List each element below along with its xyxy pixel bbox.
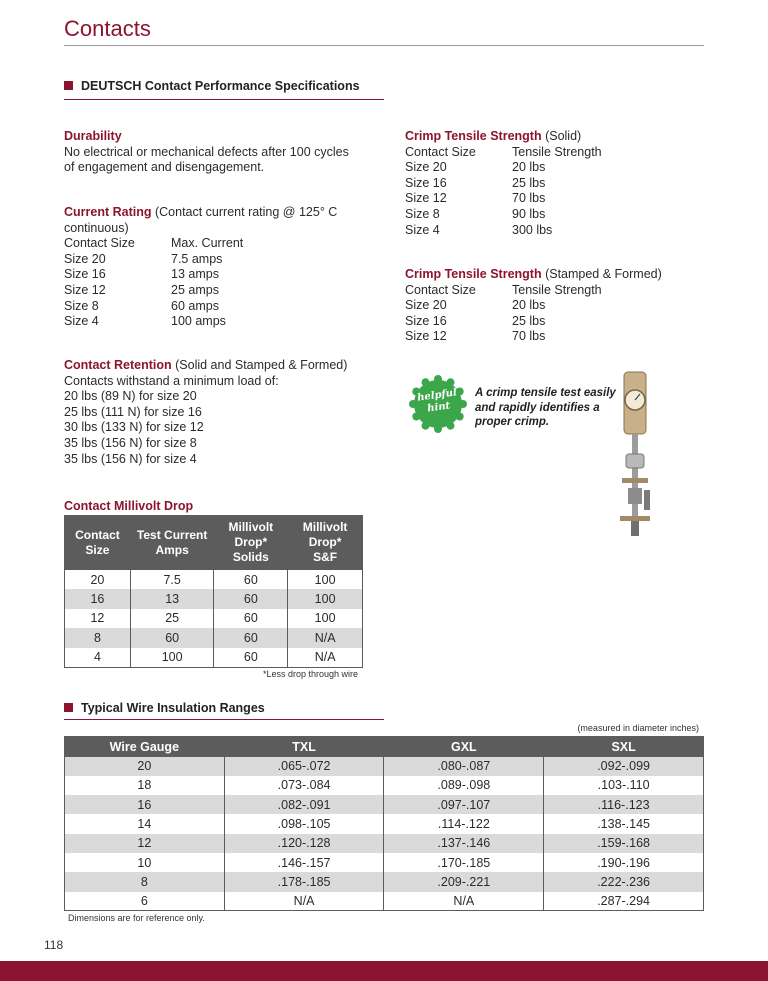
crimp-sf-note: (Stamped & Formed)	[541, 267, 662, 281]
section-divider	[64, 719, 384, 720]
size-cell: Size 20	[405, 160, 447, 175]
table-cell: .073-.084	[224, 776, 384, 795]
hint-line: A crimp tensile test easily	[475, 387, 616, 399]
value-cell: 25 lbs	[512, 175, 546, 190]
section-heading-text: Typical Wire Insulation Ranges	[81, 701, 265, 715]
crimp-sf-label: Crimp Tensile Strength	[405, 267, 542, 281]
crimp-solid-label: Crimp Tensile Strength	[405, 129, 542, 143]
table-cell: N/A	[288, 628, 363, 648]
current-rating-block	[64, 205, 384, 330]
current-rating-row	[64, 314, 384, 330]
hint-badge-line: helpful	[416, 387, 458, 404]
current-rating-note: (Contact current rating @ 125° C	[151, 205, 338, 219]
crimp-sf-row	[405, 298, 705, 314]
title-divider	[64, 45, 704, 46]
table-cell: .089-.098	[384, 776, 544, 795]
value-cell: 20 lbs	[512, 160, 546, 175]
col-header: TXL	[224, 737, 384, 757]
table-row	[65, 648, 363, 668]
col-header: Millivolt Drop* S&F	[288, 516, 363, 570]
page-title: Contacts	[64, 16, 151, 41]
table-cell: 25	[130, 609, 214, 629]
durability-line: of engagement and disengagement.	[64, 160, 265, 175]
table-row	[65, 834, 704, 853]
table-cell: 60	[214, 628, 288, 648]
col-header: Millivolt Drop* Solids	[214, 516, 288, 570]
size-cell: Size 8	[64, 298, 99, 313]
table-cell: .114-.122	[384, 814, 544, 833]
crimp-solid-header	[405, 145, 705, 161]
size-cell: Size 20	[405, 298, 447, 313]
col-header: Wire Gauge	[65, 737, 225, 757]
durability-line: No electrical or mechanical defects after 100 cycles	[64, 144, 349, 159]
table-row	[65, 589, 363, 609]
value-cell: 70 lbs	[512, 191, 546, 206]
value-cell: 90 lbs	[512, 206, 546, 221]
table-cell: 8	[65, 628, 131, 648]
size-cell: Size 12	[64, 282, 106, 297]
tensile-tester-icon	[614, 370, 660, 538]
table-cell: 6	[65, 892, 225, 911]
table-cell: 60	[214, 609, 288, 629]
table-cell: .098-.105	[224, 814, 384, 833]
retention-label: Contact Retention	[64, 358, 172, 372]
durability-label: Durability	[64, 129, 122, 143]
current-rating-row	[64, 283, 384, 299]
page-number: 118	[44, 938, 64, 952]
table-cell: N/A	[224, 892, 384, 911]
retention-line: Contacts withstand a minimum load of:	[64, 373, 279, 388]
col-header: Contact Size	[405, 282, 476, 297]
retention-line: 30 lbs (133 N) for size 12	[64, 420, 204, 435]
hint-badge-line: hint	[426, 400, 451, 415]
value-cell: 25 amps	[171, 282, 219, 297]
col-header: Max. Current	[171, 236, 244, 251]
measure-note: (measured in diameter inches)	[577, 723, 699, 733]
table-cell: 8	[65, 872, 225, 891]
millivolt-label: Contact Millivolt Drop	[64, 499, 194, 513]
crimp-sf-row	[405, 314, 705, 330]
table-cell: 4	[65, 648, 131, 668]
current-rating-header	[64, 236, 384, 252]
table-row	[65, 757, 704, 776]
size-cell: Size 16	[405, 175, 447, 190]
value-cell: 300 lbs	[512, 222, 553, 237]
table-cell: .287-.294	[544, 892, 704, 911]
size-cell: Size 8	[405, 206, 440, 221]
crimp-sf-header	[405, 283, 705, 299]
size-cell: Size 12	[405, 329, 447, 344]
size-cell: Size 12	[405, 191, 447, 206]
table-cell: .065-.072	[224, 757, 384, 776]
table-cell: .080-.087	[384, 757, 544, 776]
col-header: Contact Size	[405, 144, 476, 159]
current-rating-row	[64, 252, 384, 268]
table-row	[65, 570, 363, 590]
size-cell: Size 20	[64, 251, 106, 266]
size-cell: Size 16	[405, 313, 447, 328]
table-row	[65, 814, 704, 833]
table-cell: 12	[65, 834, 225, 853]
table-cell: 14	[65, 814, 225, 833]
table-cell: .103-.110	[544, 776, 704, 795]
table-cell: .097-.107	[384, 795, 544, 814]
table-cell: 13	[130, 589, 214, 609]
table-cell: N/A	[288, 648, 363, 668]
crimp-solid-row	[405, 207, 705, 223]
table-cell: 60	[130, 628, 214, 648]
table-cell: .178-.185	[224, 872, 384, 891]
table-row	[65, 892, 704, 911]
table-row	[65, 795, 704, 814]
wire-table	[64, 736, 704, 911]
table-cell: 100	[130, 648, 214, 668]
section-heading-wire	[64, 701, 265, 715]
crimp-sf-row	[405, 329, 705, 345]
crimp-solid-row	[405, 223, 705, 239]
crimp-solid-row	[405, 160, 705, 176]
current-rating-note-cont: continuous)	[64, 220, 129, 235]
value-cell: 100 amps	[171, 314, 226, 329]
retention-note: (Solid and Stamped & Formed)	[171, 358, 348, 372]
table-cell: .159-.168	[544, 834, 704, 853]
col-header: Tensile Strength	[512, 144, 602, 159]
crimp-sf-block	[405, 267, 705, 345]
hint-line: and rapidly identifies a	[475, 401, 600, 414]
table-cell: .170-.185	[384, 853, 544, 872]
table-cell: .092-.099	[544, 757, 704, 776]
crimp-solid-note: (Solid)	[541, 129, 582, 143]
section-heading-performance	[64, 79, 360, 93]
retention-line: 20 lbs (89 N) for size 20	[64, 389, 197, 404]
table-cell: 60	[214, 570, 288, 590]
value-cell: 25 lbs	[512, 313, 546, 328]
value-cell: 20 lbs	[512, 298, 546, 313]
table-header-row	[65, 516, 363, 570]
value-cell: 70 lbs	[512, 329, 546, 344]
table-row	[65, 776, 704, 795]
table-row	[65, 853, 704, 872]
table-cell: .222-.236	[544, 872, 704, 891]
size-cell: Size 4	[64, 314, 99, 329]
retention-line: 35 lbs (156 N) for size 8	[64, 435, 197, 450]
value-cell: 13 amps	[171, 267, 219, 282]
section-bullet-icon	[64, 81, 73, 90]
crimp-solid-row	[405, 176, 705, 192]
col-header: Tensile Strength	[512, 282, 602, 297]
table-cell: .209-.221	[384, 872, 544, 891]
table-cell: 20	[65, 757, 225, 776]
table-cell: 100	[288, 570, 363, 590]
table-header-row	[65, 737, 704, 757]
table-cell: .146-.157	[224, 853, 384, 872]
size-cell: Size 16	[64, 267, 106, 282]
table-row	[65, 872, 704, 891]
table-cell: 16	[65, 589, 131, 609]
current-rating-row	[64, 299, 384, 315]
col-header: SXL	[544, 737, 704, 757]
table-cell: .082-.091	[224, 795, 384, 814]
crimp-solid-row	[405, 191, 705, 207]
retention-line: 25 lbs (111 N) for size 16	[64, 404, 202, 419]
value-cell: 60 amps	[171, 298, 219, 313]
table-cell: 7.5	[130, 570, 214, 590]
current-rating-row	[64, 267, 384, 283]
table-cell: .138-.145	[544, 814, 704, 833]
millivolt-footnote: *Less drop through wire	[262, 669, 358, 679]
section-divider	[64, 99, 384, 100]
tensile-tester-image	[614, 370, 660, 538]
section-bullet-icon	[64, 703, 73, 712]
value-cell: 7.5 amps	[171, 251, 223, 266]
table-cell: 20	[65, 570, 131, 590]
table-row	[65, 609, 363, 629]
hint-line: proper crimp.	[475, 416, 550, 428]
col-header: GXL	[384, 737, 544, 757]
table-cell: N/A	[384, 892, 544, 911]
retention-block	[64, 358, 394, 467]
size-cell: Size 4	[405, 222, 440, 237]
table-cell: 18	[65, 776, 225, 795]
table-cell: .190-.196	[544, 853, 704, 872]
table-cell: .116-.123	[544, 795, 704, 814]
table-cell: .137-.146	[384, 834, 544, 853]
table-cell: 60	[214, 589, 288, 609]
col-header: Contact Size	[64, 236, 135, 251]
footer-bar	[0, 961, 768, 981]
helpful-hint-badge	[408, 374, 468, 434]
durability-block	[64, 129, 384, 176]
table-cell: 100	[288, 609, 363, 629]
table-row	[65, 628, 363, 648]
section-heading-text: DEUTSCH Contact Performance Specifications	[81, 79, 360, 93]
retention-line: 35 lbs (156 N) for size 4	[64, 451, 197, 466]
wire-footnote: Dimensions are for reference only.	[68, 913, 205, 923]
table-cell: 60	[214, 648, 288, 668]
table-cell: 12	[65, 609, 131, 629]
millivolt-table	[64, 515, 363, 668]
col-header: Test Current Amps	[130, 516, 214, 570]
table-cell: 16	[65, 795, 225, 814]
col-header: Contact Size	[65, 516, 131, 570]
current-rating-label: Current Rating	[64, 205, 152, 219]
table-cell: 100	[288, 589, 363, 609]
crimp-solid-block	[405, 129, 705, 238]
table-cell: 10	[65, 853, 225, 872]
table-cell: .120-.128	[224, 834, 384, 853]
